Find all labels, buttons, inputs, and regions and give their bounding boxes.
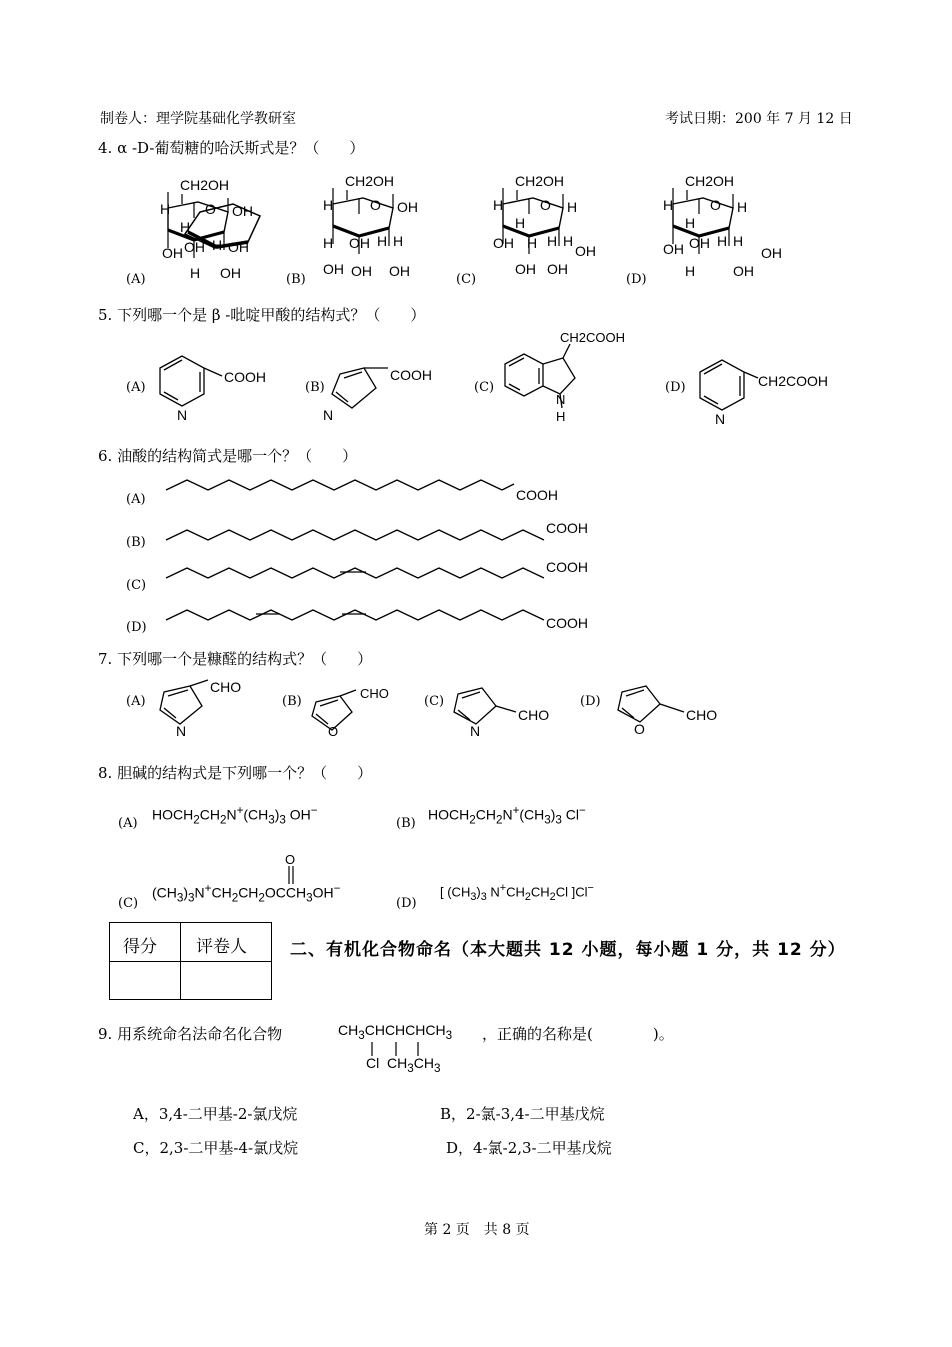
q5a-cooh-label: COOH [224,369,266,385]
svg-text:OH: OH [232,203,253,219]
svg-text:H: H [663,197,674,213]
svg-text:H: H [377,233,388,249]
q8-choline-formula-a: $HOCH_2CH_2N^+(CH_3)_3$ OH− [152,804,318,827]
svg-text:O: O [205,201,216,217]
svg-text:H: H [737,199,748,215]
q8c-carbonyl-group [282,852,302,886]
svg-text:OH: OH [389,263,410,279]
svg-text:H: H [685,215,696,231]
q5-option-a: (A) [126,380,146,395]
svg-text:OH: OH [515,261,536,277]
svg-text:OH: OH [351,263,372,279]
svg-text:H: H [323,197,334,213]
svg-text:CH2OH: CH2OH [345,173,395,189]
q8-option-d: (D) [396,896,417,911]
svg-text:N: N [176,723,187,739]
svg-text:H: H [493,197,504,213]
svg-text:OH: OH [761,245,782,261]
svg-text:OH: OH [733,263,754,279]
svg-text:H: H [190,265,201,281]
svg-text:H: H [515,215,526,231]
svg-text:OH: OH [397,199,418,215]
svg-text:H: H [717,233,728,249]
question-8-stem: 8. 胆碱的结构式是下列哪一个？（ ） [98,764,373,782]
svg-text:H: H [685,263,696,279]
q9-choice-c: C，2,3-二甲基-4-氯戊烷 [133,1139,299,1157]
svg-text:O: O [370,197,381,213]
svg-text:N: N [556,392,566,407]
score-table [109,922,272,1000]
q7b-cho-label: CHO [360,686,389,701]
q7-furfural-structures [150,672,740,742]
q7-option-a: (A) [126,694,146,709]
svg-text:CH2OH: CH2OH [515,173,565,189]
q8-option-a: (A) [118,816,138,831]
q6c-cooh-label: COOH [546,559,588,575]
svg-text:CH2OH: CH2OH [685,173,735,189]
q4-glucose-options [128,170,828,290]
q7-option-c: (C) [424,694,445,709]
q6-fatty-acid-chains [160,470,620,640]
section-2-title: 二、有机化合物命名（本大题共 12 小题，每小题 1 分，共 12 分） [290,940,846,960]
svg-text:H: H [527,235,538,251]
q8-formula-d: [ $(CH_3)_3$ $N^+CH_2CH_2Cl$ ]Cl− [440,882,594,903]
q7-option-d: (D) [580,694,601,709]
score-header: 得分 [123,937,157,957]
svg-text:H: H [733,233,744,249]
svg-text:OH: OH [493,235,514,251]
q5-option-d: (D) [665,380,686,395]
header-author: 制卷人：理学院基础化学教研室 [100,111,296,127]
svg-text:H: H [180,219,191,235]
svg-text:O: O [285,852,296,867]
q6-option-b: (B) [126,535,146,550]
svg-text:H: H [323,235,334,251]
q7d-cho-label: CHO [686,707,718,723]
q7-option-b: (B) [282,694,302,709]
q9-compound-main-chain: $CH_3CHCHCHCH_3$ [338,1022,453,1042]
svg-text:H: H [393,233,404,249]
svg-text:N: N [177,407,188,423]
svg-text:H: H [556,409,566,424]
svg-text:OH: OH [228,239,249,255]
q5b-cooh-label: COOH [390,367,432,383]
grader-header: 评卷人 [196,937,247,957]
q4a-ch2oh-label: CH2OH [180,177,230,193]
q8-acetylcholine-formula-c: $(CH_3)_3N^+CH_2CH_2OCCH_3OH^-$ [152,882,341,905]
svg-text:O: O [328,724,339,739]
q6-option-c: (C) [126,578,147,593]
question-4-stem: 4. α -D-葡萄糖的哈沃斯式是？（ ） [98,139,365,157]
svg-text:OH: OH [547,261,568,277]
q5-option-c: (C) [474,380,495,395]
q6-option-a: (A) [126,492,146,507]
q4-option-d: (D) [626,272,647,287]
question-9-stem-suffix: ，正确的名称是( )。 [482,1025,674,1043]
q9-choice-a: A，3,4-二甲基-2-氯戊烷 [133,1105,298,1123]
svg-text:O: O [540,197,551,213]
svg-text:OH: OH [184,239,205,255]
svg-text:N: N [470,723,481,739]
svg-text:H: H [563,233,574,249]
svg-text:H: H [547,233,558,249]
q8-choline-formula-b: $HOCH_2CH_2N^+(CH_3)_3$ Cl− [428,804,586,827]
q5c-ch2cooh-label: CH2COOH [560,330,626,345]
svg-text:OH: OH [575,243,596,259]
q9-choice-d: D，4-氯-2,3-二甲基戊烷 [446,1139,612,1157]
svg-text:O: O [634,721,645,737]
svg-text:N: N [715,411,726,427]
q8-option-b: (B) [396,816,416,831]
q6-option-d: (D) [126,620,147,635]
q9-choice-b: B，2-氯-3,4-二甲基戊烷 [440,1105,605,1123]
question-7-stem: 7. 下列哪一个是糠醛的结构式？（ ） [98,650,373,668]
q4-option-a: (A) [126,272,146,287]
q6d-cooh-label: COOH [546,615,588,631]
q4-option-b: (B) [286,272,306,287]
q5-pyridine-acid-structures [150,328,840,428]
question-5-stem: 5. 下列哪一个是 β -吡啶甲酸的结构式？（ ） [98,306,426,324]
svg-text:O: O [710,197,721,213]
svg-text:OH: OH [349,235,370,251]
q6a-cooh-label: COOH [516,487,558,503]
svg-text:OH: OH [663,241,684,257]
q5-option-b: (B) [305,380,325,395]
question-9-stem-prefix: 9. 用系统命名法命名化合物 [98,1025,283,1043]
q9-compound-substituents: Cl $CH_3CH_3$ [366,1055,441,1075]
q6b-cooh-label: COOH [546,520,588,536]
page-footer: 第 2 页 共 8 页 [424,1222,530,1238]
svg-text:OH: OH [220,265,241,281]
svg-text:H: H [567,199,578,215]
q4-option-c: (C) [456,272,477,287]
svg-text:N: N [323,407,334,423]
svg-text:OH: OH [162,245,183,261]
svg-text:OH: OH [689,235,710,251]
question-6-stem: 6. 油酸的结构简式是哪一个？（ ） [98,447,358,465]
svg-text:H: H [160,201,171,217]
q7a-cho-label: CHO [210,679,242,695]
q8-option-c: (C) [118,896,139,911]
header-exam-date: 考试日期：200 年 7 月 12 日 [665,111,853,127]
q7c-cho-label: CHO [518,707,550,723]
q5d-ch2cooh-label: CH2COOH [758,373,829,389]
svg-text:H: H [212,237,223,253]
svg-text:OH: OH [323,261,344,277]
